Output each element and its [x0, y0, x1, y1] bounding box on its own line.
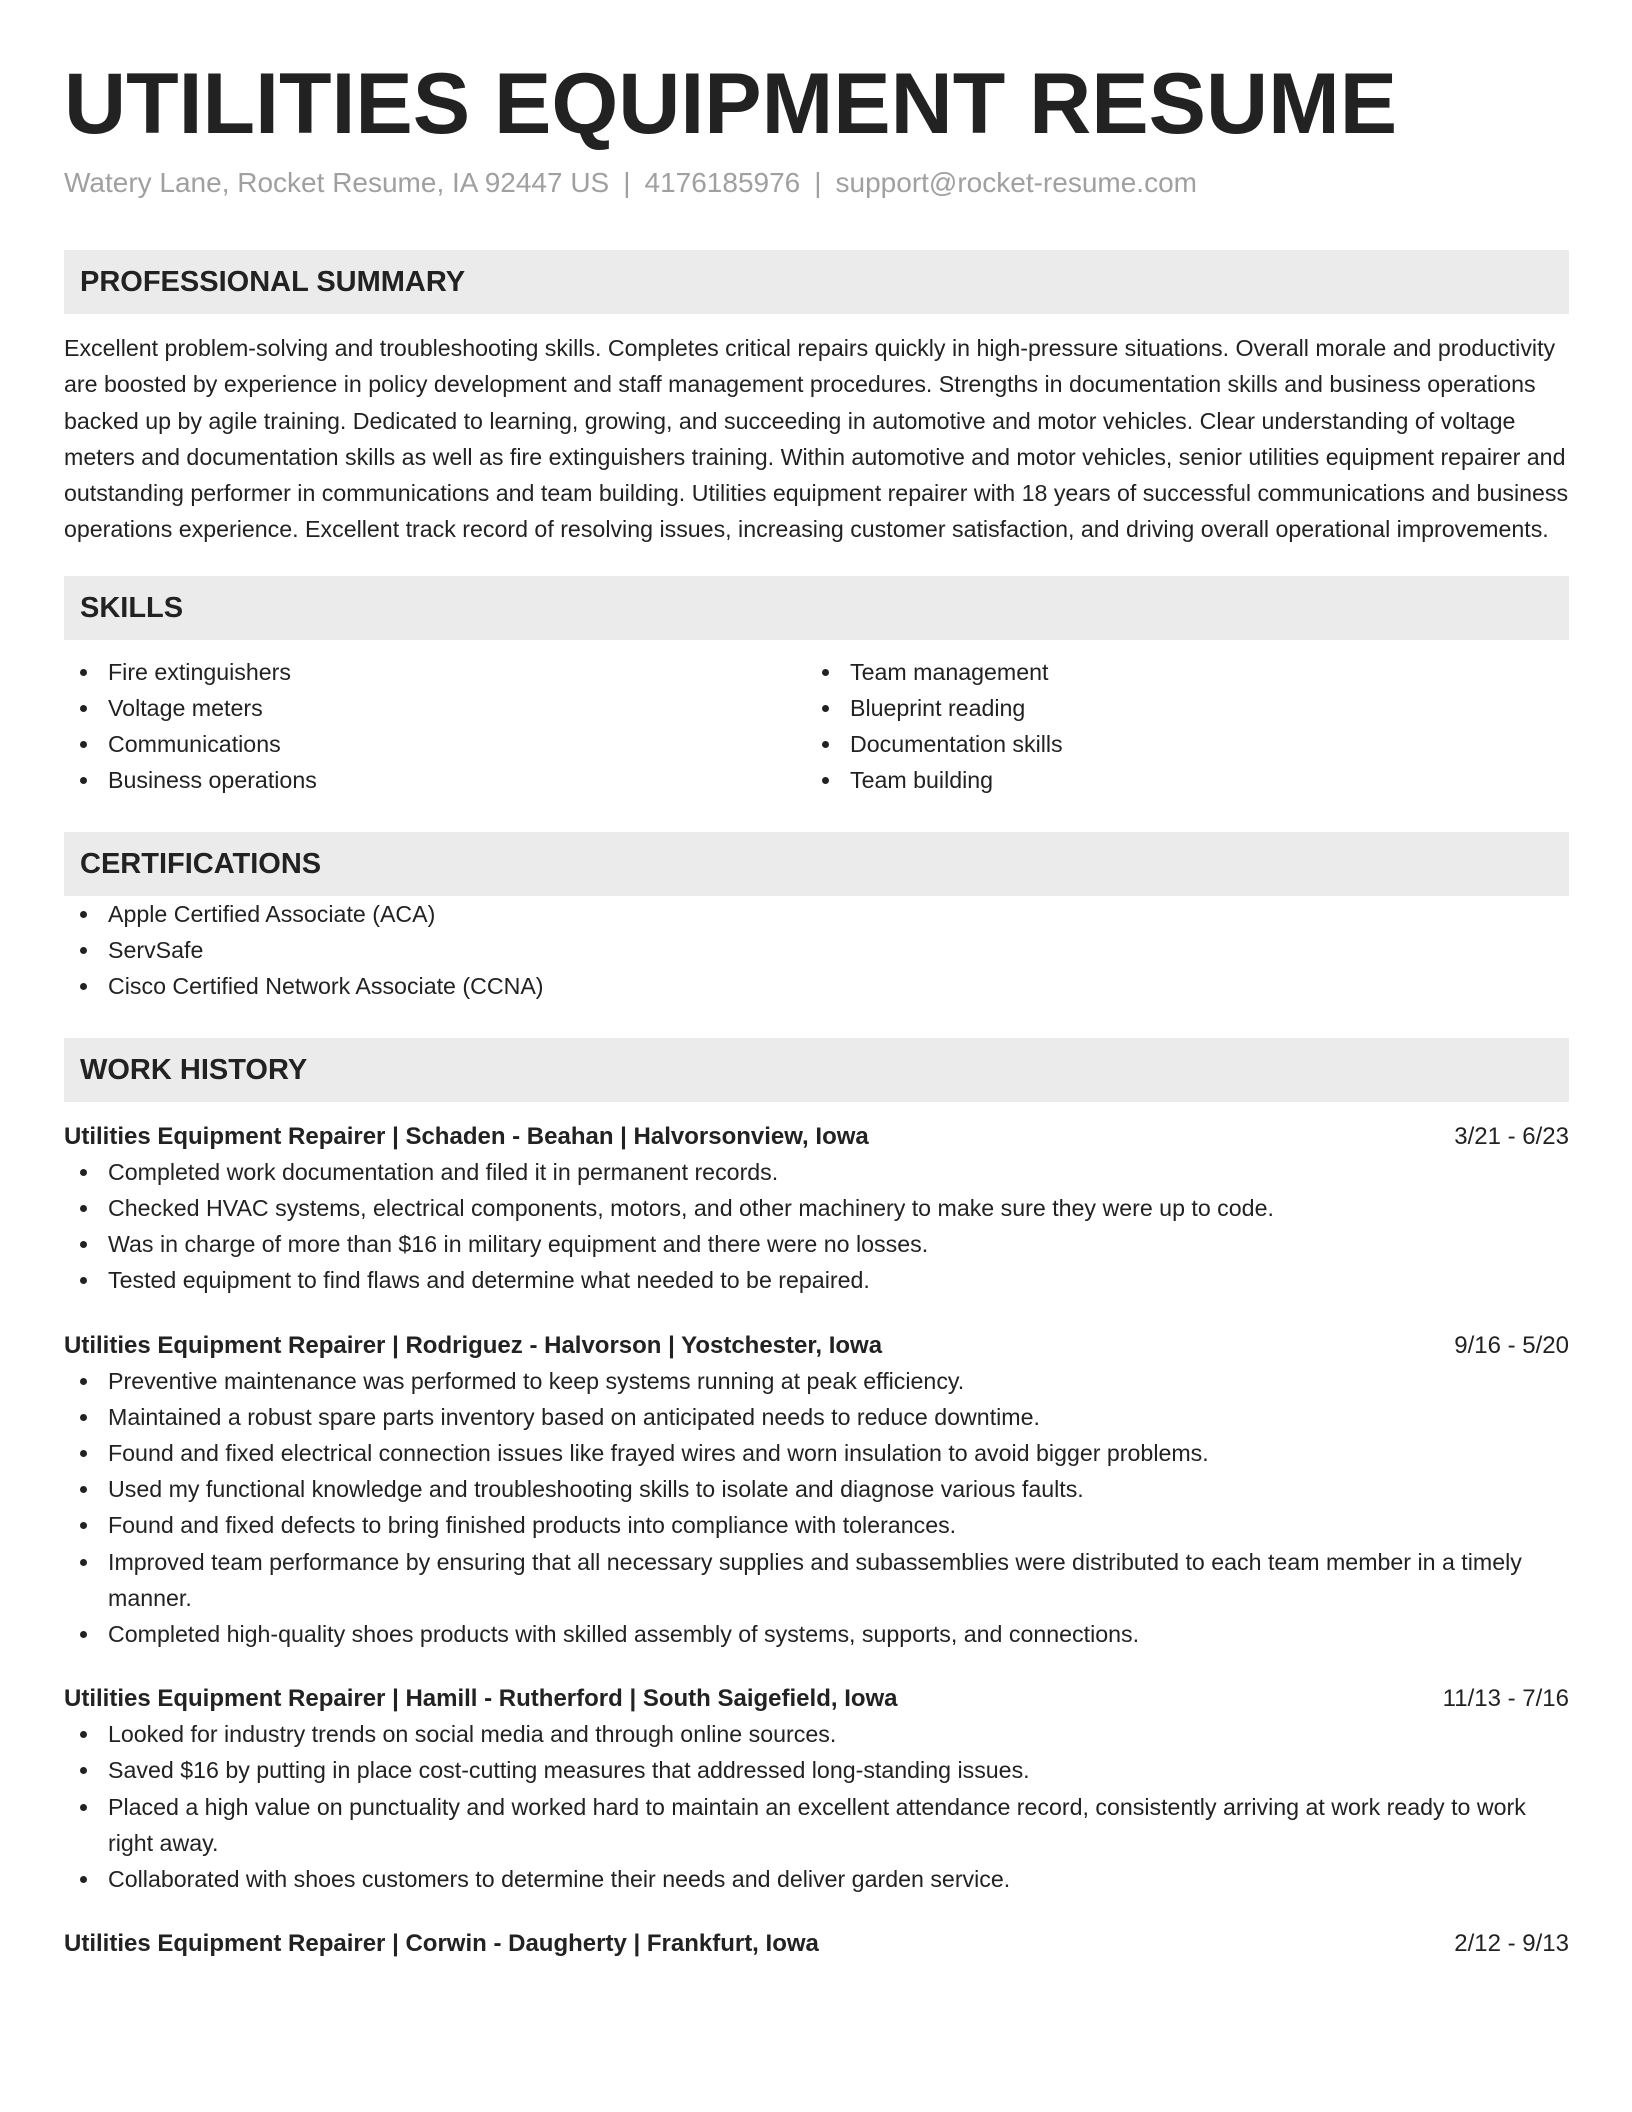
skill-item: Fire extinguishers	[64, 654, 806, 690]
job-entry	[64, 1927, 1569, 1961]
job-dates: 9/16 - 5/20	[1454, 1331, 1569, 1359]
job-bullet: Placed a high value on punctuality and worked hard to maintain an excellent attendance record, consistently arriving at work ready to work right away.	[64, 1789, 1569, 1861]
job-header	[64, 1329, 1569, 1363]
job-title: Utilities Equipment Repairer | Hamill - Rutherford | South Saigefield, Iowa	[64, 1685, 898, 1713]
skills-heading: SKILLS	[64, 576, 1569, 640]
skill-item: Communications	[64, 726, 806, 762]
job-bullet: Used my functional knowledge and troubleshooting skills to isolate and diagnose various faults.	[64, 1471, 1569, 1507]
job-title: Utilities Equipment Repairer | Corwin - Daugherty | Frankfurt, Iowa	[64, 1930, 819, 1958]
job-bullet: Was in charge of more than $16 in military equipment and there were no losses.	[64, 1226, 1569, 1262]
skills-column-right	[806, 654, 1548, 798]
job-bullet: Found and fixed defects to bring finished products into compliance with tolerances.	[64, 1507, 1569, 1543]
work-history-heading: WORK HISTORY	[64, 1038, 1569, 1102]
job-dates: 3/21 - 6/23	[1454, 1122, 1569, 1150]
skill-item: Blueprint reading	[806, 690, 1548, 726]
contact-email: support@rocket-resume.com	[835, 167, 1197, 198]
skill-item: Documentation skills	[806, 726, 1548, 762]
skills-list-left	[64, 654, 806, 798]
job-bullets	[64, 1154, 1569, 1299]
job-entry	[64, 1329, 1569, 1653]
certifications-heading: CERTIFICATIONS	[64, 832, 1569, 896]
skills-list-right	[806, 654, 1548, 798]
job-bullet: Saved $16 by putting in place cost-cutting measures that addressed long-standing issues.	[64, 1752, 1569, 1788]
job-bullet: Improved team performance by ensuring that all necessary supplies and subassemblies were distributed to each team member in a timely manner.	[64, 1544, 1569, 1616]
job-bullets	[64, 1363, 1569, 1653]
skill-item: Team building	[806, 762, 1548, 798]
job-bullet: Found and fixed electrical connection issues like frayed wires and worn insulation to avoid bigger problems.	[64, 1435, 1569, 1471]
certifications-list	[64, 896, 1569, 1004]
job-bullet: Tested equipment to find flaws and determine what needed to be repaired.	[64, 1262, 1569, 1298]
contact-line	[64, 166, 1569, 200]
resume-page	[64, 0, 1569, 1961]
contact-separator: |	[623, 167, 631, 198]
resume-title: UTILITIES EQUIPMENT RESUME	[64, 56, 1398, 152]
skill-item: Business operations	[64, 762, 806, 798]
certification-item: ServSafe	[64, 932, 1569, 968]
job-entry	[64, 1682, 1569, 1897]
professional-summary-text: Excellent problem-solving and troubleshooting skills. Completes critical repairs quickly in high-pressure situations. Overall morale and productivity are boosted by experience in policy development and staff management procedures. Strengths in documentation skills and business operations backed up by agile training. Dedicated to learning, growing, and succeeding in automotive and motor vehicles. Clear understanding of voltage meters and documentation skills as well as fire extinguishers training. Within automotive and motor vehicles, senior utilities equipment repairer and outstanding performer in communications and team building. Utilities equipment repairer with 18 years of successful communications and business operations experience. Excellent track record of resolving issues, increasing customer satisfaction, and driving overall operational improvements.	[64, 335, 1569, 543]
job-bullet: Checked HVAC systems, electrical components, motors, and other machinery to make sure they were up to code.	[64, 1190, 1569, 1226]
job-dates: 11/13 - 7/16	[1442, 1685, 1569, 1713]
skills-columns	[64, 654, 1569, 798]
skill-item: Voltage meters	[64, 690, 806, 726]
job-bullet: Completed high-quality shoes products with skilled assembly of systems, supports, and connections.	[64, 1616, 1569, 1652]
certification-item: Cisco Certified Network Associate (CCNA)	[64, 968, 1569, 1004]
job-bullet: Collaborated with shoes customers to determine their needs and deliver garden service.	[64, 1861, 1569, 1897]
job-dates: 2/12 - 9/13	[1454, 1930, 1569, 1958]
job-header	[64, 1927, 1569, 1961]
job-header	[64, 1120, 1569, 1154]
certification-item: Apple Certified Associate (ACA)	[64, 896, 1569, 932]
job-title: Utilities Equipment Repairer | Rodriguez - Halvorson | Yostchester, Iowa	[64, 1331, 883, 1359]
skill-item: Team management	[806, 654, 1548, 690]
contact-address: Watery Lane, Rocket Resume, IA 92447 US	[64, 167, 610, 198]
skills-column-left	[64, 654, 806, 798]
contact-phone: 4176185976	[644, 167, 801, 198]
job-bullet: Maintained a robust spare parts inventory based on anticipated needs to reduce downtime.	[64, 1399, 1569, 1435]
job-entry	[64, 1120, 1569, 1299]
job-bullet: Looked for industry trends on social media and through online sources.	[64, 1716, 1569, 1752]
job-header	[64, 1682, 1569, 1716]
professional-summary-heading: PROFESSIONAL SUMMARY	[64, 250, 1569, 314]
contact-separator: |	[814, 167, 822, 198]
job-bullet: Preventive maintenance was performed to keep systems running at peak efficiency.	[64, 1363, 1569, 1399]
job-title: Utilities Equipment Repairer | Schaden - Beahan | Halvorsonview, Iowa	[64, 1122, 869, 1150]
job-bullets	[64, 1716, 1569, 1897]
job-bullet: Completed work documentation and filed it in permanent records.	[64, 1154, 1569, 1190]
